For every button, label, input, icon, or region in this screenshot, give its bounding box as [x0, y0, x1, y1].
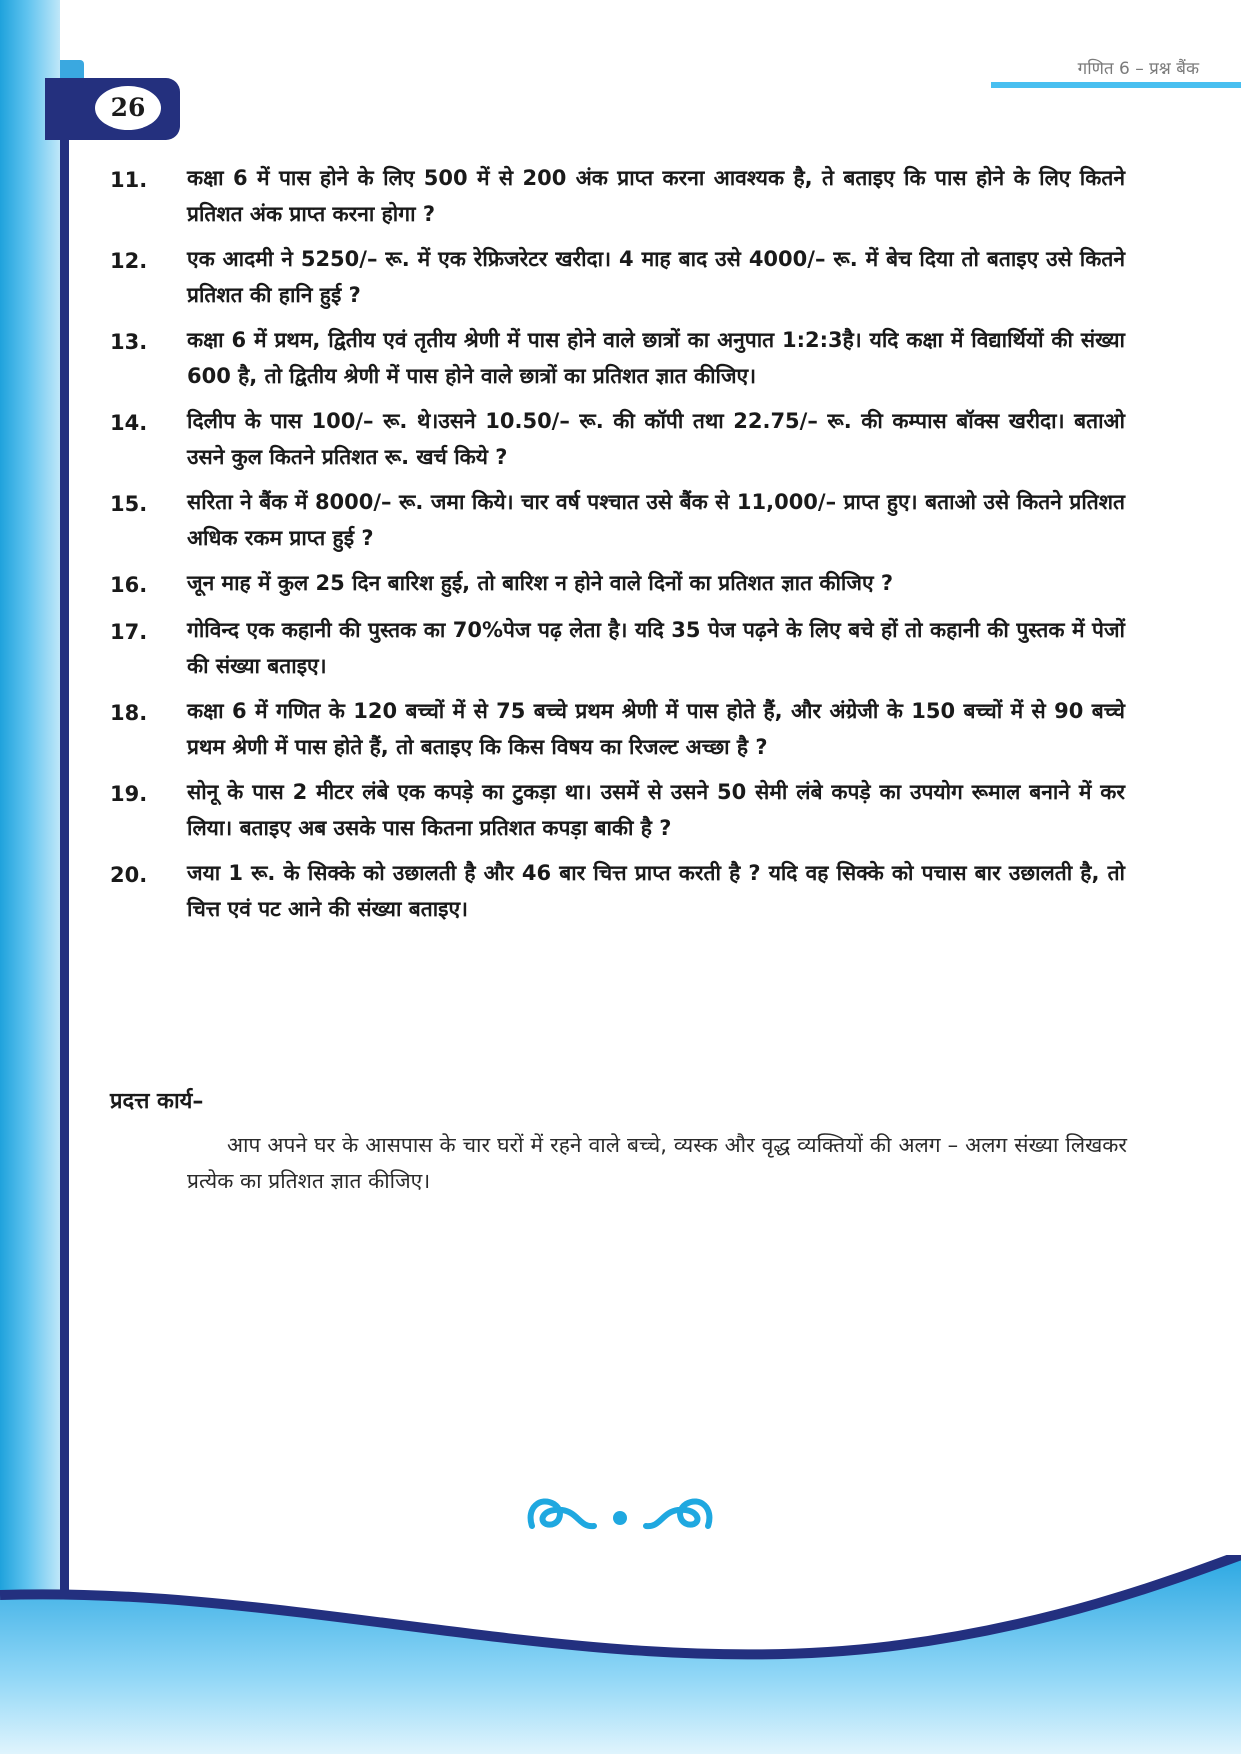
- left-decorative-band: [0, 0, 60, 1754]
- question-text: दिलीप के पास 100/– रू. थे।उसने 10.50/– रू. की कॉपी तथा 22.75/– रू. की कम्पास बॉक्स खरीदा। बताओ उसने कुल कितने प्रतिशत रू. खर्च किये ?: [187, 409, 1125, 469]
- question-text: सरिता ने बैंक में 8000/– रू. जमा किये। चार वर्ष पश्चात उसे बैंक से 11,000/– प्राप्त हुए। बताओ उसे कितने प्रतिशत अधिक रकम प्राप्त हुई ?: [187, 490, 1125, 550]
- header-accent-strip: [991, 82, 1241, 88]
- question-text: सोनू के पास 2 मीटर लंबे एक कपड़े का टुकड़ा था। उसमें से उसने 50 सेमी लंबे कपड़े का उपयोग रूमाल बनाने में कर लिया। बताइए अब उसके पास कितना प्रतिशत कपड़ा बाकी है ?: [187, 780, 1125, 840]
- question-item: [110, 484, 1130, 556]
- question-number: 16.: [110, 573, 148, 597]
- left-navy-bar: [60, 85, 69, 1675]
- question-text: गोविन्द एक कहानी की पुस्तक का 70%पेज पढ़ लेता है। यदि 35 पेज पढ़ने के लिए बचे हों तो कहानी की पुस्तक में पेजों की संख्या बताइए।: [187, 618, 1125, 678]
- question-item: [110, 693, 1130, 765]
- footer-wave: [0, 1555, 1241, 1754]
- question-text: एक आदमी ने 5250/– रू. में एक रेफ्रिजरेटर खरीदा। 4 माह बाद उसे 4000/– रू. में बेच दिया तो बताइए उसे कितने प्रतिशत की हानि हुई ?: [187, 247, 1125, 307]
- question-number: 20.: [110, 863, 148, 887]
- question-number: 13.: [110, 330, 148, 354]
- question-number: 19.: [110, 782, 148, 806]
- question-item: [110, 565, 1130, 603]
- end-ornament-icon: [522, 1488, 718, 1538]
- question-number: 12.: [110, 249, 148, 273]
- question-item: [110, 774, 1130, 846]
- question-item: [110, 160, 1130, 232]
- question-item: [110, 322, 1130, 394]
- page-number: 26: [95, 86, 161, 130]
- question-item: [110, 855, 1130, 927]
- question-number: 17.: [110, 620, 148, 644]
- question-text: कक्षा 6 में प्रथम, द्वितीय एवं तृतीय श्रेणी में पास होने वाले छात्रों का अनुपात 1:2:3है। यदि कक्षा में विद्यार्थियों की संख्या 600 है, तो द्वितीय श्रेणी में पास होने वाले छात्रों का प्रतिशत ज्ञात कीजिए।: [187, 328, 1125, 388]
- question-list: [110, 160, 1130, 936]
- running-header: गणित 6 – प्रश्न बैंक: [1077, 59, 1199, 79]
- assignment-text: आप अपने घर के आसपास के चार घरों में रहने वाले बच्चे, व्यस्क और वृद्ध व्यक्तियों की अलग – अलग संख्या लिखकर प्रत्येक का प्रतिशत ज्ञात कीजिए।: [187, 1133, 1127, 1193]
- question-item: [110, 612, 1130, 684]
- question-number: 11.: [110, 168, 148, 192]
- question-text: जया 1 रू. के सिक्के को उछालती है और 46 बार चित्त प्राप्त करती है ? यदि वह सिक्के को पचास बार उछालती है, तो चित्त एवं पट आने की संख्या बताइए।: [187, 861, 1125, 921]
- question-item: [110, 241, 1130, 313]
- question-number: 18.: [110, 701, 148, 725]
- question-item: [110, 403, 1130, 475]
- question-text: कक्षा 6 में पास होने के लिए 500 में से 200 अंक प्राप्त करना आवश्यक है, ते बताइए कि पास होने के लिए कितने प्रतिशत अंक प्राप्त करना होगा ?: [187, 166, 1125, 226]
- question-number: 14.: [110, 411, 148, 435]
- question-text: कक्षा 6 में गणित के 120 बच्चों में से 75 बच्चे प्रथम श्रेणी में पास होते हैं, और अंग्रेजी के 150 बच्चों में से 90 बच्चे प्रथम श्रेणी में पास होते हैं, तो बताइए कि किस विषय का रिजल्ट अच्छा है ?: [187, 699, 1125, 759]
- assignment-heading: प्रदत्त कार्य–: [110, 1089, 204, 1114]
- question-number: 15.: [110, 492, 148, 516]
- question-text: जून माह में कुल 25 दिन बारिश हुई, तो बारिश न होने वाले दिनों का प्रतिशत ज्ञात कीजिए ?: [187, 571, 894, 595]
